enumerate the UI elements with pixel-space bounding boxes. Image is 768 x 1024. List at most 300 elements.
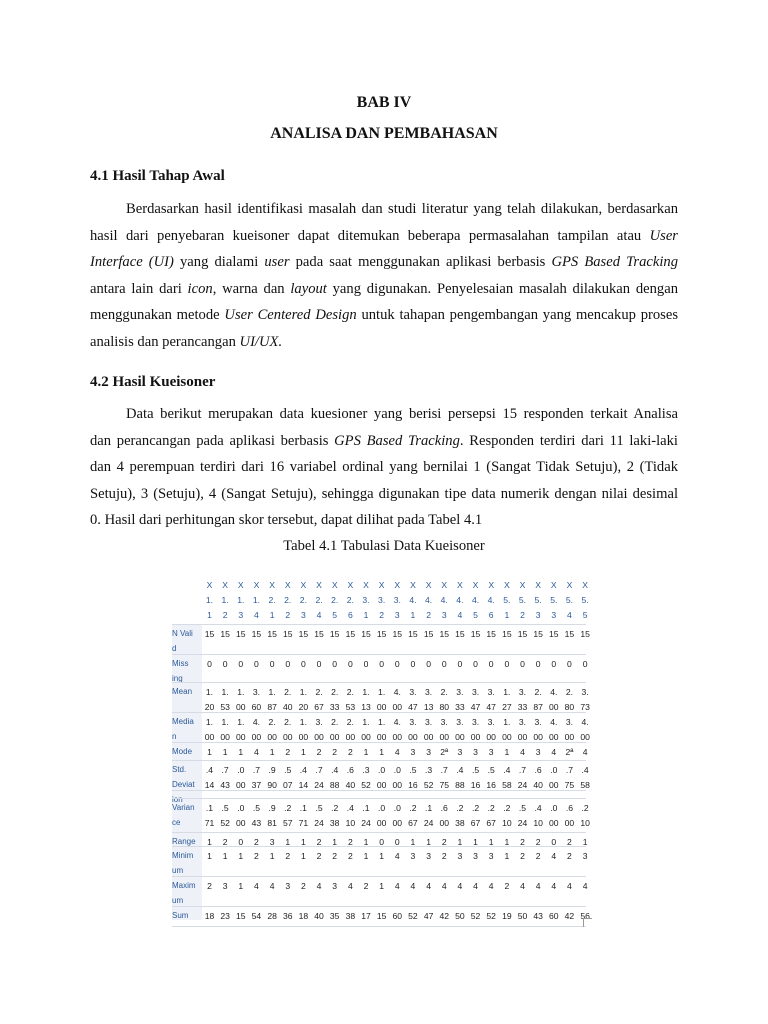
table-cell: .7: [440, 765, 448, 775]
table-cell: 3.: [425, 717, 433, 727]
column-header-cell: X: [331, 580, 338, 590]
table-cell: .5: [409, 765, 417, 775]
table-cell: 3: [426, 851, 431, 861]
table-cell: .4: [205, 765, 214, 775]
table-cell: 1: [301, 851, 306, 861]
column-header-cell: 1.: [237, 595, 245, 605]
table-cell: .7: [565, 765, 574, 775]
table-cell: 24: [517, 780, 528, 790]
table-cell: 1: [363, 851, 369, 861]
table-cell: .2: [581, 803, 589, 813]
table-cell: 15: [282, 629, 293, 639]
table-cell: 00: [329, 732, 340, 742]
table-cell: 2: [535, 851, 541, 861]
column-header-cell: 5: [473, 610, 478, 620]
table-cell: 2.: [565, 687, 574, 697]
table-cell: 2: [535, 837, 541, 847]
table-cell: 00: [502, 732, 512, 742]
table-cell: 3: [410, 747, 416, 757]
table-cell: 43: [251, 818, 262, 828]
table-cell: 1.: [205, 687, 214, 697]
table-cell: 3: [426, 747, 431, 757]
column-header-cell: 1.: [205, 595, 214, 605]
column-header-cell: X: [441, 580, 448, 590]
table-cell: 3: [269, 837, 275, 847]
table-cell: 0: [301, 659, 306, 669]
table-cell: 15: [439, 629, 450, 639]
table-cell: 16: [408, 780, 418, 790]
column-header-cell: X: [503, 580, 510, 590]
table-cell: 1: [363, 747, 369, 757]
table-cell: 60: [392, 911, 403, 921]
table-cell: 00: [533, 732, 543, 742]
table-cell: 1: [379, 851, 385, 861]
table-cell: 14: [298, 780, 309, 790]
table-cell: .0: [237, 803, 245, 813]
table-cell: 4: [441, 881, 447, 891]
table-cell: 0: [520, 659, 525, 669]
column-header-cell: 2.: [315, 595, 323, 605]
table-cell: 15: [236, 911, 246, 921]
table-cell: 38: [345, 911, 356, 921]
table-cell: 3.: [456, 687, 464, 697]
table-cell: .6: [534, 765, 542, 775]
table-cell: 1: [457, 837, 463, 847]
row-label: Maxim: [172, 881, 196, 890]
table-cell: 4.: [550, 717, 558, 727]
table-cell: 3: [457, 747, 463, 757]
paragraph-line: dan 4 perempuan terdiri dari 16 variabel ordinal yang bernilai 1 (Sangat Tidak Setuju), 2 (Tidak: [90, 459, 678, 476]
table-cell: 3.: [581, 687, 589, 697]
table-cell: 1: [269, 851, 275, 861]
table-cell: 71: [298, 818, 309, 828]
table-cell: 1.: [268, 687, 276, 697]
table-cell: .3: [425, 765, 433, 775]
table-cell: 28: [267, 911, 277, 921]
table-cell: 4: [347, 881, 353, 891]
column-header-cell: X: [206, 580, 213, 590]
table-cell: 15: [236, 629, 246, 639]
table-cell: 16: [470, 780, 481, 790]
column-header-cell: 2: [520, 610, 525, 620]
table-cell: 4: [582, 747, 588, 757]
table-cell: 18: [298, 911, 309, 921]
table-cell: 4: [394, 851, 400, 861]
table-cell: .2: [409, 803, 417, 813]
table-cell: 2: [520, 837, 525, 847]
table-cell: 47: [408, 702, 418, 712]
paragraph-line: 0. Hasil dari perhitungan skor tersebut, dapat dilihat pada Tabel 4.1: [90, 512, 483, 529]
chapter-title: ANALISA DAN PEMBAHASAN: [270, 125, 498, 142]
table-cell: 3.: [487, 687, 495, 697]
table-cell: 0: [441, 659, 447, 669]
table-cell: .4: [503, 765, 511, 775]
table-cell: 0: [535, 659, 541, 669]
table-cell: .4: [534, 803, 542, 813]
table-cell: 00: [204, 732, 215, 742]
column-header-cell: 5.: [518, 595, 527, 605]
column-header-cell: X: [394, 580, 401, 590]
table-cell: 00: [564, 818, 575, 828]
column-header-cell: X: [425, 580, 432, 590]
table-cell: 1: [301, 747, 306, 757]
table-cell: 00: [392, 818, 403, 828]
table-cell: 00: [376, 818, 387, 828]
table-cell: 00: [408, 732, 418, 742]
table-cell: 24: [517, 818, 528, 828]
table-cell: 00: [236, 702, 246, 712]
table-cell: 1.: [237, 687, 245, 697]
table-cell: 3.: [409, 687, 417, 697]
table-cell: 1: [207, 851, 212, 861]
row-label: Std.: [172, 765, 187, 774]
table-cell: 2: [347, 837, 353, 847]
table-cell: 0: [254, 659, 259, 669]
table-cell: 1.: [221, 687, 229, 697]
column-header-cell: 4.: [456, 595, 464, 605]
table-cell: 0: [238, 659, 244, 669]
table-cell: 2: [504, 881, 510, 891]
table-cell: 15: [267, 629, 277, 639]
table-cell: .7: [315, 765, 323, 775]
section-4-2-paragraph: [90, 401, 678, 534]
table-cell: 52: [423, 780, 434, 790]
table-cell: 43: [533, 911, 543, 921]
table-cell: 00: [282, 732, 293, 742]
table-cell: 00: [376, 702, 387, 712]
table-cell: 60: [251, 702, 262, 712]
table-cell: 20: [298, 702, 309, 712]
table-cell: 24: [314, 780, 324, 790]
table-cell: 2.: [284, 717, 292, 727]
table-cell: 0: [551, 837, 557, 847]
table-cell: 1.: [205, 717, 214, 727]
table-cell: 13: [361, 702, 371, 712]
column-header-cell: 4.: [409, 595, 417, 605]
table-cell: 00: [470, 732, 481, 742]
table-cell: 15: [564, 629, 575, 639]
column-header-cell: 4: [254, 610, 259, 620]
column-header-cell: 3.: [378, 595, 386, 605]
table-cell: 73: [580, 702, 590, 712]
column-header-cell: 2: [222, 610, 228, 620]
table-cell: 0: [394, 659, 400, 669]
table-cell: 4: [488, 881, 494, 891]
table-cell: .9: [268, 765, 276, 775]
table-cell: 80: [439, 702, 450, 712]
table-cell: 00: [236, 818, 246, 828]
row-label: Minim: [172, 851, 194, 860]
table-cell: 0: [426, 659, 431, 669]
table-cell: 0: [332, 659, 338, 669]
table-cell: .2: [284, 803, 292, 813]
table-cell: 1: [207, 747, 212, 757]
table-cell: 3: [582, 851, 588, 861]
table-cell: 47: [423, 911, 434, 921]
table-cell: 1: [207, 837, 212, 847]
table-cell: 00: [439, 732, 450, 742]
table-cell: 87: [533, 702, 543, 712]
table-cell: 75: [564, 780, 575, 790]
row-label: um: [172, 896, 184, 905]
table-cell: .2: [471, 803, 480, 813]
table-cell: 00: [486, 732, 496, 742]
table-cell: 2: [316, 851, 322, 861]
table-cell: 27: [502, 702, 512, 712]
table-cell: 2.: [440, 687, 448, 697]
table-cell: 52: [486, 911, 496, 921]
table-cell: 15: [533, 629, 543, 639]
table-cell: 2: [363, 881, 369, 891]
table-resize-handle[interactable]: [583, 918, 592, 927]
table-cell: 75: [439, 780, 450, 790]
table-cell: 2: [332, 747, 338, 757]
table-cell: 0: [488, 659, 494, 669]
table-cell: 80: [564, 702, 575, 712]
table-cell: 47: [470, 702, 481, 712]
table-cell: 58: [502, 780, 512, 790]
row-label: ion: [172, 795, 183, 804]
row-divider: [172, 790, 586, 791]
table-cell: 4: [394, 747, 400, 757]
paragraph-line: antara lain dari icon, warna dan layout yang digunakan. Penyelesaian masalah dilakukan dengan: [90, 280, 678, 297]
table-cell: 3.: [518, 717, 527, 727]
table-cell: 57: [282, 818, 293, 828]
table-cell: .4: [581, 765, 589, 775]
table-cell: 18: [204, 911, 215, 921]
table-cell: 0: [551, 659, 557, 669]
row-label: Mean: [172, 687, 193, 696]
header-divider: [172, 624, 586, 625]
table-cell: 52: [361, 780, 371, 790]
table-cell: 10: [580, 818, 590, 828]
column-header-cell: 2.: [284, 595, 292, 605]
table-cell: 2: [441, 851, 447, 861]
table-cell: 10: [502, 818, 512, 828]
table-cell: 2: [316, 837, 322, 847]
table-cell: 2.: [331, 717, 339, 727]
column-header-cell: X: [222, 580, 228, 590]
table-cell: 3: [332, 881, 338, 891]
table-cell: 1.: [299, 717, 307, 727]
column-header-cell: 2: [379, 610, 385, 620]
table-cell: .4: [331, 765, 339, 775]
table-cell: 36: [282, 911, 293, 921]
column-header-cell: 5.: [565, 595, 574, 605]
table-cell: .6: [565, 803, 574, 813]
table-cell: .2: [456, 803, 464, 813]
row-label: ce: [172, 818, 181, 827]
table-cell: .0: [393, 803, 401, 813]
table-cell: 1.: [503, 687, 511, 697]
table-cell: .9: [268, 803, 276, 813]
column-header-cell: X: [519, 580, 526, 590]
table-cell: 2.: [331, 687, 339, 697]
column-header-cell: 3: [301, 610, 306, 620]
table-cell: 15: [549, 629, 559, 639]
table-cell: 24: [361, 818, 371, 828]
table-cell: .7: [518, 765, 527, 775]
table-cell: 4: [551, 881, 557, 891]
table-cell: 1: [379, 747, 385, 757]
table-cell: .1: [362, 803, 370, 813]
table-cell: 3: [488, 851, 494, 861]
table-cell: 2: [316, 747, 322, 757]
table-cell: 1: [301, 837, 306, 847]
column-header-cell: 4.: [471, 595, 480, 605]
table-cell: 00: [361, 732, 371, 742]
table-cell: 4: [520, 747, 525, 757]
table-cell: 2: [222, 837, 228, 847]
table-cell: .5: [252, 803, 261, 813]
table-cell: 00: [392, 702, 403, 712]
table-cell: 0: [473, 659, 478, 669]
row-label: Mode: [172, 747, 193, 756]
table-cell: 3.: [315, 717, 323, 727]
table-cell: 52: [220, 818, 230, 828]
table-cell: 37: [251, 780, 262, 790]
section-heading-4-2: 4.2 Hasil Kueisoner: [90, 374, 216, 390]
row-label: Sum: [172, 911, 189, 920]
table-cell: 54: [251, 911, 262, 921]
paragraph-line: Berdasarkan hasil identifikasi masalah dan studi literatur yang telah dilakukan, berdasarkan: [126, 201, 678, 217]
column-header-cell: X: [363, 580, 369, 590]
row-divider: [172, 926, 586, 927]
table-cell: .5: [471, 765, 480, 775]
paragraph-line: Data berikut merupakan data kuesioner yang berisi persepsi 15 responden terkait Analisa: [126, 406, 678, 422]
table-cell: 1.: [378, 717, 386, 727]
column-header-cell: 4.: [440, 595, 448, 605]
table-cell: 00: [298, 732, 309, 742]
row-label: Varian: [172, 803, 195, 812]
table-cell: 2: [301, 881, 306, 891]
table-cell: 4: [254, 747, 259, 757]
table-cell: 2: [347, 851, 353, 861]
table-cell: 4: [535, 881, 541, 891]
table-cell: 00: [236, 732, 246, 742]
table-cell: 2.: [346, 717, 354, 727]
table-cell: 3: [488, 747, 494, 757]
table-cell: 3.: [471, 687, 480, 697]
table-cell: 3: [473, 747, 478, 757]
column-header-cell: X: [550, 580, 557, 590]
table-cell: 3.: [565, 717, 574, 727]
column-header-cell: 1.: [221, 595, 229, 605]
column-header-cell: X: [582, 580, 588, 590]
column-header-cell: X: [316, 580, 322, 590]
table-cell: 67: [408, 818, 418, 828]
row-divider: [172, 682, 586, 683]
table-cell: 07: [282, 780, 293, 790]
table-cell: 3.: [487, 717, 495, 727]
table-cell: 1: [285, 837, 291, 847]
table-cell: 4.: [581, 717, 589, 727]
table-cell: 0: [269, 659, 275, 669]
table-cell: 4: [520, 881, 525, 891]
column-header-cell: X: [472, 580, 479, 590]
table-cell: 2: [207, 881, 212, 891]
table-cell: 23: [220, 911, 230, 921]
table-cell: 15: [580, 629, 590, 639]
table-cell: 15: [376, 911, 387, 921]
column-header-cell: 5.: [534, 595, 542, 605]
table-cell: 4: [551, 851, 557, 861]
paragraph-line: analisis dan perancangan UI/UX.: [90, 333, 283, 350]
table-cell: .7: [221, 765, 229, 775]
table-cell: 42: [439, 911, 450, 921]
table-cell: 1.: [299, 687, 307, 697]
column-header-cell: X: [378, 580, 385, 590]
table-cell: 00: [345, 732, 356, 742]
table-cell: 15: [408, 629, 418, 639]
column-header-cell: 1: [363, 610, 369, 620]
row-label: um: [172, 866, 184, 875]
table-cell: 0: [410, 659, 416, 669]
table-cell: 1: [379, 881, 385, 891]
column-header-cell: 6: [347, 610, 353, 620]
column-header-cell: 2: [285, 610, 291, 620]
column-header-cell: 4: [316, 610, 322, 620]
table-cell: 33: [517, 702, 528, 712]
row-divider: [172, 654, 586, 655]
table-cell: 71: [204, 818, 215, 828]
table-cell: .5: [487, 765, 495, 775]
column-header-cell: 2: [426, 610, 431, 620]
paragraph-line: menggunakan metode User Centered Design untuk tahapan pengembangan yang mencakup proses: [90, 307, 679, 324]
table-cell: 2: [254, 851, 259, 861]
table-cell: 00: [251, 732, 262, 742]
row-label: Miss: [172, 659, 189, 668]
column-header-cell: X: [253, 580, 260, 590]
table-cell: 15: [251, 629, 262, 639]
table-cell: 00: [267, 732, 277, 742]
table-cell: 4: [567, 881, 572, 891]
table-cell: 15: [470, 629, 481, 639]
table-cell: 3.: [425, 687, 433, 697]
table-cell: 1: [332, 837, 338, 847]
row-divider: [172, 832, 586, 833]
table-cell: 35: [329, 911, 340, 921]
table-cell: .5: [315, 803, 323, 813]
row-label: ing: [172, 674, 183, 683]
table-cell: .6: [346, 765, 354, 775]
column-header-cell: 1: [269, 610, 275, 620]
table-cell: 00: [236, 780, 246, 790]
table-cell: 0: [222, 659, 228, 669]
table-cell: 15: [376, 629, 387, 639]
table-cell: 1: [504, 747, 510, 757]
table-cell: 2ª: [565, 747, 574, 757]
table-cell: 4: [394, 881, 400, 891]
column-header-cell: 3: [238, 610, 244, 620]
column-header-cell: X: [457, 580, 463, 590]
table-cell: 1: [363, 837, 369, 847]
column-header-cell: 4: [457, 610, 463, 620]
table-cell: 1: [222, 851, 228, 861]
table-cell: .1: [425, 803, 433, 813]
table-cell: 3: [222, 881, 228, 891]
table-cell: 00: [549, 780, 559, 790]
column-header-cell: 3.: [393, 595, 401, 605]
column-header-cell: 4.: [487, 595, 495, 605]
row-divider: [172, 876, 586, 877]
table-cell: 1.: [378, 687, 386, 697]
table-cell: 4.: [550, 687, 558, 697]
column-header-cell: 6: [488, 610, 494, 620]
table-cell: .6: [440, 803, 448, 813]
table-cell: 67: [314, 702, 324, 712]
table-cell: .0: [393, 765, 401, 775]
